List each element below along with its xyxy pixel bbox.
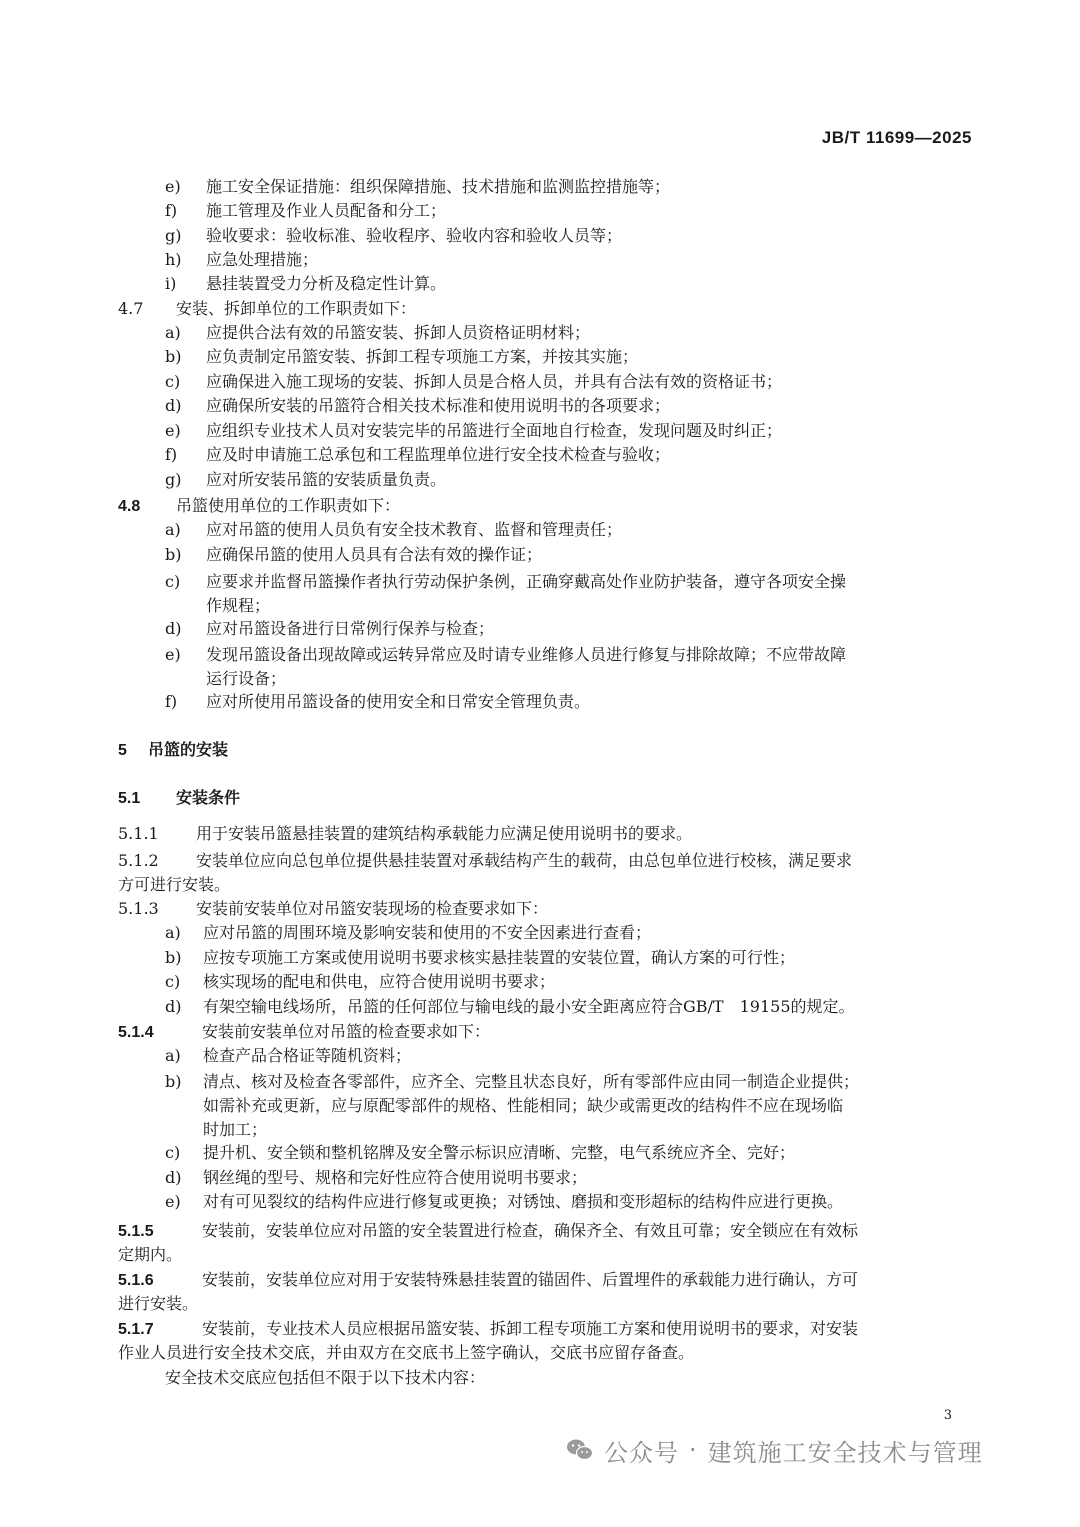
wechat-icon [566,1438,594,1462]
list-item-text: 提升机、安全锁和整机铭牌及安全警示标识应清晰、完整，电气系统应齐全、完好； [203,1143,796,1162]
list-item-label: c) [165,972,181,991]
standard-number: JB/T 11699—2025 [821,128,972,147]
list-item [165,543,542,567]
list-item [165,175,670,199]
list-item-continuation: 运行设备； [206,669,287,688]
list-item-text: 施工安全保证措施：组织保障措施、技术措施和监测监控措施等； [206,177,671,196]
list-item-text: 应对吊篮设备进行日常例行保养与检查； [206,619,495,638]
list-item [165,643,846,667]
list-item-label: a) [165,323,181,342]
list-item-label: d) [165,619,182,638]
list-item-text: 核实现场的配电和供电，应符合使用说明书要求； [203,972,556,991]
list-item-text: 应提供合法有效的吊篮安装、拆卸人员资格证明材料； [206,323,591,342]
list-item [165,1190,843,1214]
list-item-text: 应组织专业技术人员对安装完毕的吊篮进行全面地自行检查，发现问题及时纠正； [206,421,783,440]
list-item-text: 发现吊篮设备出现故障或运转异常应及时请专业维修人员进行修复与排除故障；不应带故障 [206,645,847,664]
page-number: 3 [943,1408,952,1423]
list-item [165,394,670,418]
list-item-label: f) [165,445,178,464]
list-item [165,1044,411,1068]
list-item-label: b) [165,545,182,564]
list-item-text: 应及时申请施工总承包和工程监理单位进行安全技术检查与验收； [206,445,671,464]
list-item-label: h) [165,250,182,269]
list-item-text: 应对所使用吊篮设备的使用安全和日常安全管理负责。 [206,692,591,711]
watermark-account-name: 建筑施工安全技术与管理 [707,1438,983,1467]
list-item [165,1070,859,1094]
list-item [165,617,494,641]
list-item [165,272,446,296]
list-item [165,570,846,594]
wechat-watermark [566,1432,983,1468]
list-item-text: 应急处理措施； [206,250,319,269]
clause-5-1-6-cont: 进行安装。 [118,1294,199,1313]
clause-5-1-7-cont: 作业人员进行安全技术交底，并由双方在交底书上签字确认，交底书应留存备查。 [118,1343,695,1362]
clause-5-1-2-cont: 方可进行安装。 [118,875,231,894]
list-item [165,970,555,994]
list-item-label: a) [165,1046,181,1065]
list-item [165,443,670,467]
list-item-text: 清点、核对及检查各零部件，应齐全、完整且状态良好，所有零部件应由同一制造企业提供； [203,1072,860,1091]
list-item [165,921,651,945]
list-item-text: 施工管理及作业人员配备和分工； [206,201,447,220]
list-item-text: 对有可见裂纹的结构件应进行修复或更换；对锈蚀、磨损和变形超标的结构件应进行更换。 [203,1192,844,1211]
list-item-label: a) [165,923,181,942]
list-item-text: 悬挂装置受力分析及稳定性计算。 [206,274,447,293]
list-item-text: 应确保进入施工现场的安装、拆卸人员是合格人员，并具有合法有效的资格证书； [206,372,783,391]
clause-5-1-5-cont: 定期内。 [118,1245,183,1264]
list-item-text: 有架空输电线场所，吊篮的任何部位与输电线的最小安全距离应符合GB/T 19155的规定。 [203,997,855,1016]
list-item-label: b) [165,948,182,967]
list-item-text: 应按专项施工方案或使用说明书要求核实悬挂装置的安装位置，确认方案的可行性； [203,948,796,967]
list-item-label: g) [165,470,182,489]
section-5-1-heading: 5.1 安装条件 [118,790,241,807]
list-item-continuation: 作规程； [206,596,271,615]
list-item [165,518,622,542]
list-item [165,345,638,369]
list-item-label: e) [165,177,181,196]
list-item [165,468,446,492]
list-item-label: f) [165,692,178,711]
clause-5-1-6: 5.1.6 安装前，安装单位应对用于安装特殊悬挂装置的锚固件、后置埋件的承载能力进行确认，方可 [118,1270,859,1289]
list-item-label: b) [165,347,182,366]
list-item-label: e) [165,1192,181,1211]
list-item-continuation: 如需补充或更新，应与原配零部件的规格、性能相同；缺少或需更改的结构件不应在现场临 [203,1096,844,1115]
list-item-continuation: 时加工； [203,1120,268,1139]
list-item-text: 验收要求：验收标准、验收程序、验收内容和验收人员等； [206,226,623,245]
list-item-text: 应对吊篮的周围环境及影响安装和使用的不安全因素进行查看； [203,923,652,942]
list-item-label: b) [165,1072,182,1091]
list-item-text: 应确保吊篮的使用人员具有合法有效的操作证； [206,545,543,564]
list-item-label: i) [165,274,177,293]
watermark-separator: · [689,1436,698,1464]
list-item [165,1141,795,1165]
watermark-prefix: 公众号 [604,1438,679,1467]
list-item-label: f) [165,201,178,220]
list-item-text: 应负责制定吊篮安装、拆卸工程专项施工方案，并按其实施； [206,347,639,366]
list-item [165,946,795,970]
list-item-text: 检查产品合格证等随机资料； [203,1046,412,1065]
list-item [165,690,590,714]
list-item-label: c) [165,572,181,591]
list-item [165,199,446,223]
list-item-label: c) [165,1143,181,1162]
clause-4-8: 4.8 吊篮使用单位的工作职责如下： [118,496,401,515]
list-item [165,995,855,1019]
clause-5-1-5: 5.1.5 安装前，安装单位应对吊篮的安全装置进行检查，确保齐全、有效且可靠；安全锁应在有效标 [118,1221,859,1240]
clause-5-1-7: 5.1.7 安装前，专业技术人员应根据吊篮安装、拆卸工程专项施工方案和使用说明书的要求，对安装 [118,1319,859,1338]
list-item-text: 应对吊篮的使用人员负有安全技术教育、监督和管理责任； [206,520,623,539]
list-item-text: 应对所安装吊篮的安装质量负责。 [206,470,447,489]
list-item [165,224,622,248]
list-item-label: e) [165,421,181,440]
list-item [165,321,590,345]
list-item-text: 钢丝绳的型号、规格和完好性应符合使用说明书要求； [203,1168,588,1187]
list-item [165,248,318,272]
clause-5-1-2: 5.1.2 安装单位应向总包单位提供悬挂装置对承载结构产生的载荷，由总包单位进行校核，满足要求 [118,851,853,870]
list-item-label: c) [165,372,181,391]
clause-5-1-3: 5.1.3 安装前安装单位对吊篮安装现场的检查要求如下： [118,899,549,918]
clause-5-1-7-cont2: 安全技术交底应包括但不限于以下技术内容： [165,1368,486,1387]
list-item [165,370,782,394]
section-5-heading: 5 吊篮的安装 [118,742,229,759]
clause-5-1-4: 5.1.4 安装前安装单位对吊篮的检查要求如下： [118,1022,491,1041]
list-item-text: 应确保所安装的吊篮符合相关技术标准和使用说明书的各项要求； [206,396,671,415]
clause-4-7: 4.7 安装、拆卸单位的工作职责如下： [118,299,417,318]
list-item-label: d) [165,1168,182,1187]
list-item-label: d) [165,997,182,1016]
list-item-text: 应要求并监督吊篮操作者执行劳动保护条例，正确穿戴高处作业防护装备，遵守各项安全操 [206,572,847,591]
list-item [165,1166,587,1190]
list-item-label: d) [165,396,182,415]
list-item-label: g) [165,226,182,245]
clause-5-1-1: 5.1.1 用于安装吊篮悬挂装置的建筑结构承载能力应满足使用说明书的要求。 [118,824,693,843]
list-item-label: e) [165,645,181,664]
list-item-label: a) [165,520,181,539]
list-item [165,419,782,443]
